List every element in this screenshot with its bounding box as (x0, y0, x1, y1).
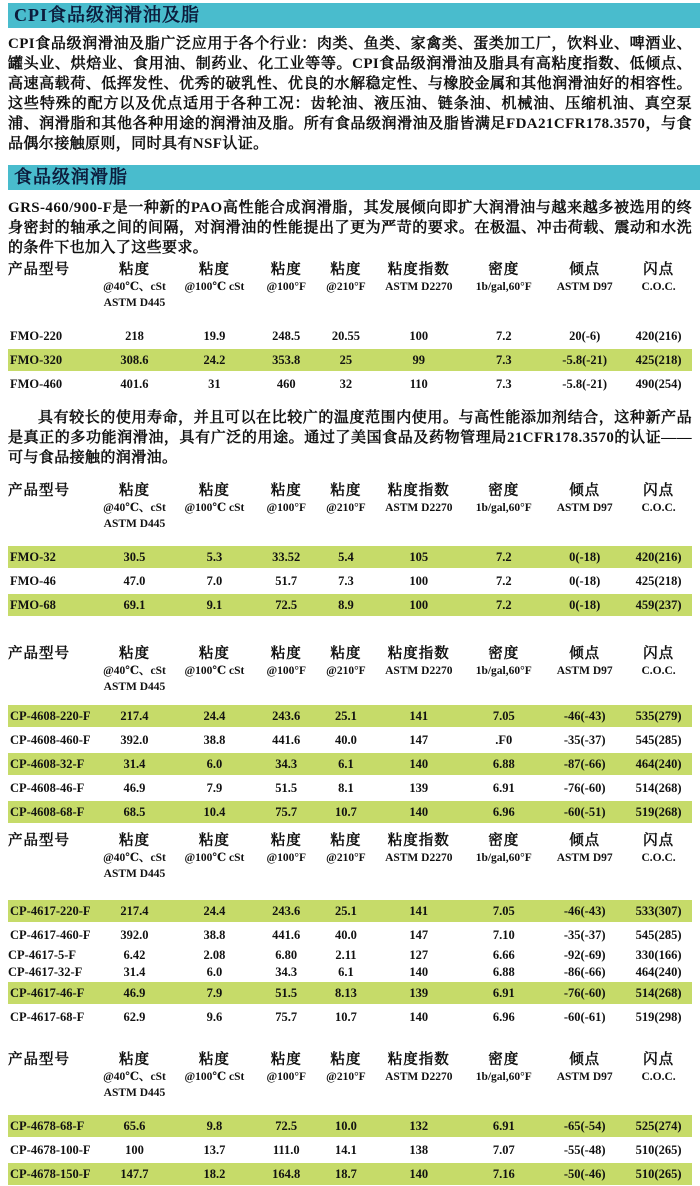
cell-value: 51.7 (255, 569, 318, 593)
cell-value: 7.0 (174, 569, 255, 593)
cell-value: 5.3 (174, 545, 255, 569)
cell-value: 40.0 (318, 728, 375, 752)
column-header: 密度 1b/gal,60°F (475, 1052, 532, 1083)
header-row (8, 645, 692, 704)
cell-value: 7.2 (463, 593, 544, 617)
cell-value: 7.07 (463, 1138, 544, 1162)
cell-model: FMO-68 (8, 593, 95, 617)
cell-value: 127 (374, 947, 463, 964)
cell-value: 7.9 (174, 776, 255, 800)
table-row (8, 981, 692, 1005)
cell-value: -86(-66) (544, 964, 625, 981)
table-row (8, 776, 692, 800)
cell-value: 6.1 (318, 964, 375, 981)
cell-value: 65.6 (95, 1114, 174, 1138)
cell-value: 140 (374, 1005, 463, 1029)
cell-value: 6.42 (95, 947, 174, 964)
section-title-grease: 食品级润滑脂 (14, 167, 128, 187)
column-header: 粘度指数 ASTM D2270 (385, 646, 453, 677)
cell-value: -50(-46) (544, 1162, 625, 1186)
cell-value: 132 (374, 1114, 463, 1138)
cell-value: 140 (374, 800, 463, 824)
spec-table-fmo-heavy (8, 261, 692, 396)
mid-paragraph: 具有较长的使用寿命，并且可以在比较广的温度范围内使用。与高性能添加剂结合，这种新产品是真正的多功能润滑油，具有广泛的用途。通过了美国食品及药物管理局21CFR178.3570的认证——可与食品接触的润滑油。 (8, 410, 692, 466)
cell-value: 330(166) (625, 947, 692, 964)
cell-value: 7.05 (463, 704, 544, 728)
cell-value: -5.8(-21) (544, 348, 625, 372)
column-header: 粘度 @100°F (266, 483, 307, 514)
cell-value: 514(268) (625, 776, 692, 800)
cell-value: 0(-18) (544, 545, 625, 569)
cell-value: 6.66 (463, 947, 544, 964)
column-header: 闪点 C.O.C. (641, 646, 676, 677)
table-row (8, 348, 692, 372)
table-row (8, 728, 692, 752)
table-row (8, 752, 692, 776)
column-header: 粘度 @210°F (326, 483, 366, 514)
cell-value: 6.88 (463, 752, 544, 776)
cell-value: 217.4 (95, 899, 174, 923)
table-row (8, 1138, 692, 1162)
section-title-bar-oils (8, 3, 700, 28)
table-row (8, 545, 692, 569)
spec-table-fmo-light (8, 482, 692, 617)
cell-value: 100 (374, 569, 463, 593)
cell-value: 514(268) (625, 981, 692, 1005)
cell-value: 8.1 (318, 776, 375, 800)
spec-table-cp-4678 (8, 1051, 692, 1186)
section-title-oils: CPI食品级润滑油及脂 (14, 5, 200, 25)
cell-value: 243.6 (255, 704, 318, 728)
cell-value: 392.0 (95, 923, 174, 947)
cell-model: CP-4617-46-F (8, 981, 95, 1005)
column-header: 产品型号 (8, 262, 70, 278)
cell-value: 7.2 (463, 569, 544, 593)
cell-value: 33.52 (255, 545, 318, 569)
cell-value: 72.5 (255, 593, 318, 617)
spec-table-cp-4617 (8, 832, 692, 1029)
table-row (8, 1162, 692, 1186)
cell-model: CP-4608-460-F (8, 728, 95, 752)
table-row (8, 964, 692, 981)
column-header: 倾点 ASTM D97 (556, 262, 613, 293)
cell-model: CP-4608-32-F (8, 752, 95, 776)
cell-value: 47.0 (95, 569, 174, 593)
cell-value: 99 (374, 348, 463, 372)
column-header: 粘度 @100°F (266, 646, 307, 677)
cell-value: 110 (374, 372, 463, 396)
cell-model: FMO-220 (8, 324, 95, 348)
header-row (8, 482, 692, 545)
column-header: 粘度 @40℃、cSt ASTM D445 (103, 833, 166, 880)
cell-value: -76(-60) (544, 981, 625, 1005)
cell-value: 308.6 (95, 348, 174, 372)
cell-value: 147 (374, 728, 463, 752)
column-header: 闪点 C.O.C. (641, 262, 676, 293)
cell-model: CP-4617-32-F (8, 964, 95, 981)
cell-value: 0(-18) (544, 593, 625, 617)
cell-value: 2.08 (174, 947, 255, 964)
spec-table-cp-4608 (8, 645, 692, 824)
column-header: 密度 1b/gal,60°F (475, 262, 532, 293)
cell-value: -60(-51) (544, 800, 625, 824)
cell-value: -35(-37) (544, 923, 625, 947)
cell-value: 51.5 (255, 776, 318, 800)
column-header: 粘度 @210°F (326, 262, 366, 293)
column-header: 粘度 @100℃ cSt (184, 262, 245, 293)
cell-value: 464(240) (625, 752, 692, 776)
cell-value: -5.8(-21) (544, 372, 625, 396)
cell-value: 8.13 (318, 981, 375, 1005)
cell-value: 140 (374, 1162, 463, 1186)
column-header: 闪点 C.O.C. (641, 833, 676, 864)
column-header: 粘度 @100°F (266, 262, 307, 293)
cell-model: CP-4617-68-F (8, 1005, 95, 1029)
cell-value: 105 (374, 545, 463, 569)
column-header: 粘度 @210°F (326, 833, 366, 864)
table-row (8, 800, 692, 824)
cell-value: 25.1 (318, 899, 375, 923)
column-header: 粘度 @100℃ cSt (184, 483, 245, 514)
cell-value: -35(-37) (544, 728, 625, 752)
cell-value: 13.7 (174, 1138, 255, 1162)
cell-value: 510(265) (625, 1162, 692, 1186)
cell-value: .F0 (463, 728, 544, 752)
cell-value: 69.1 (95, 593, 174, 617)
table-row (8, 372, 692, 396)
cell-value: 111.0 (255, 1138, 318, 1162)
cell-value: 425(218) (625, 569, 692, 593)
cell-value: -65(-54) (544, 1114, 625, 1138)
cell-value: 24.4 (174, 704, 255, 728)
cell-value: 10.7 (318, 1005, 375, 1029)
cell-value: 441.6 (255, 923, 318, 947)
cell-value: 243.6 (255, 899, 318, 923)
cell-value: 40.0 (318, 923, 375, 947)
table-row (8, 1114, 692, 1138)
header-row (8, 832, 692, 899)
cell-value: 7.05 (463, 899, 544, 923)
column-header: 粘度指数 ASTM D2270 (385, 262, 453, 293)
cell-model: CP-4608-220-F (8, 704, 95, 728)
header-row (8, 261, 692, 324)
cell-model: FMO-32 (8, 545, 95, 569)
cell-value: 7.3 (463, 348, 544, 372)
cell-value: 6.80 (255, 947, 318, 964)
column-header: 密度 1b/gal,60°F (475, 483, 532, 514)
cell-value: 68.5 (95, 800, 174, 824)
column-header: 产品型号 (8, 833, 70, 849)
cell-value: 510(265) (625, 1138, 692, 1162)
cell-value: 18.7 (318, 1162, 375, 1186)
cell-value: 2.11 (318, 947, 375, 964)
column-header: 产品型号 (8, 646, 70, 662)
cell-value: 46.9 (95, 776, 174, 800)
cell-value: 7.2 (463, 545, 544, 569)
column-header: 粘度 @40℃、cSt ASTM D445 (103, 483, 166, 530)
cell-value: 25 (318, 348, 375, 372)
spec-table-cp-4678 (8, 1051, 692, 1186)
cell-value: 460 (255, 372, 318, 396)
cell-value: 519(298) (625, 1005, 692, 1029)
cell-value: -87(-66) (544, 752, 625, 776)
cell-value: 140 (374, 964, 463, 981)
cell-value: -55(-48) (544, 1138, 625, 1162)
cell-value: -60(-61) (544, 1005, 625, 1029)
cell-value: 5.4 (318, 545, 375, 569)
cell-value: -92(-69) (544, 947, 625, 964)
oils-intro-paragraph: CPI食品级润滑油及脂广泛应用于各个行业：肉类、鱼类、家禽类、蛋类加工厂，饮料业、啤酒业、罐头业、烘焙业、食用油、制药业、化工业等等。CPI食品级润滑油及脂具有高粘度指数、低倾点、高速高载荷、低挥发性、优秀的破乳性、优良的水解稳定性、与橡胶金属和其他润滑油好的相容性。这些特殊的配方以及优点适用于各种工况：齿轮油、液压油、链条油、机械油、压缩机油、真空泵浦、润滑脂和其他各种用途的润滑油及脂。所有食品级润滑油及脂皆满足FDA21CFR178.3570，与食品偶尔接触原则，同时具有NSF认证。 (8, 36, 692, 152)
cell-value: 441.6 (255, 728, 318, 752)
cell-value: -46(-43) (544, 704, 625, 728)
cell-model: CP-4678-100-F (8, 1138, 95, 1162)
cell-value: 31.4 (95, 964, 174, 981)
cell-value: 46.9 (95, 981, 174, 1005)
cell-value: 420(216) (625, 545, 692, 569)
cell-value: 6.91 (463, 1114, 544, 1138)
cell-value: 100 (95, 1138, 174, 1162)
section-title-bar-grease (8, 165, 700, 190)
column-header: 倾点 ASTM D97 (556, 833, 613, 864)
cell-value: 138 (374, 1138, 463, 1162)
cell-value: 392.0 (95, 728, 174, 752)
cell-model: CP-4617-220-F (8, 899, 95, 923)
cell-value: 217.4 (95, 704, 174, 728)
cell-value: 75.7 (255, 1005, 318, 1029)
cell-model: CP-4608-68-F (8, 800, 95, 824)
column-header: 产品型号 (8, 483, 70, 499)
table-row (8, 1005, 692, 1029)
cell-value: 6.1 (318, 752, 375, 776)
cell-value: 38.8 (174, 728, 255, 752)
cell-value: 6.91 (463, 981, 544, 1005)
column-header: 倾点 ASTM D97 (556, 483, 613, 514)
cell-value: 6.0 (174, 964, 255, 981)
cell-value: 164.8 (255, 1162, 318, 1186)
cell-value: 9.8 (174, 1114, 255, 1138)
cell-value: 533(307) (625, 899, 692, 923)
column-header: 产品型号 (8, 1052, 70, 1068)
cell-value: 545(285) (625, 923, 692, 947)
cell-value: 535(279) (625, 704, 692, 728)
cell-value: 75.7 (255, 800, 318, 824)
cell-value: 34.3 (255, 964, 318, 981)
cell-value: 14.1 (318, 1138, 375, 1162)
spec-table-cp-4617 (8, 832, 692, 1029)
spec-table-fmo-heavy (8, 261, 692, 396)
grease-intro-paragraph: GRS-460/900-F是一种新的PAO高性能合成润滑脂，其发展倾向即扩大润滑油与越来越多被选用的终身密封的轴承之间的间隔，对润滑油的性能提出了更为严苛的要求。在极温、冲击荷载、震动和水洗的条件下也加入了这些要求。 (8, 200, 692, 256)
table-row (8, 704, 692, 728)
cell-model: FMO-460 (8, 372, 95, 396)
cell-value: 100 (374, 593, 463, 617)
column-header: 粘度指数 ASTM D2270 (385, 833, 453, 864)
cell-value: 7.2 (463, 324, 544, 348)
cell-model: CP-4617-5-F (8, 947, 95, 964)
column-header: 密度 1b/gal,60°F (475, 833, 532, 864)
cell-value: 141 (374, 704, 463, 728)
cell-value: 6.96 (463, 800, 544, 824)
cell-value: 353.8 (255, 348, 318, 372)
cell-value: 0(-18) (544, 569, 625, 593)
cell-value: 6.91 (463, 776, 544, 800)
cell-value: 248.5 (255, 324, 318, 348)
cell-value: 72.5 (255, 1114, 318, 1138)
cell-value: 100 (374, 324, 463, 348)
column-header: 粘度指数 ASTM D2270 (385, 1052, 453, 1083)
column-header: 粘度 @100℃ cSt (184, 833, 245, 864)
cell-value: 147.7 (95, 1162, 174, 1186)
column-header: 粘度 @210°F (326, 646, 366, 677)
cell-value: 31 (174, 372, 255, 396)
column-header: 粘度 @40℃、cSt ASTM D445 (103, 646, 166, 693)
cell-value: 38.8 (174, 923, 255, 947)
cell-value: 62.9 (95, 1005, 174, 1029)
cell-value: 420(216) (625, 324, 692, 348)
cell-value: 519(268) (625, 800, 692, 824)
cell-model: CP-4678-68-F (8, 1114, 95, 1138)
cell-value: 139 (374, 981, 463, 1005)
table-row (8, 947, 692, 964)
spec-table-fmo-light (8, 482, 692, 617)
cell-model: FMO-46 (8, 569, 95, 593)
cell-value: 147 (374, 923, 463, 947)
cell-value: 464(240) (625, 964, 692, 981)
cell-model: CP-4678-150-F (8, 1162, 95, 1186)
cell-value: 10.0 (318, 1114, 375, 1138)
cell-value: 51.5 (255, 981, 318, 1005)
cell-value: 459(237) (625, 593, 692, 617)
cell-model: CP-4608-46-F (8, 776, 95, 800)
column-header: 粘度 @40℃、cSt ASTM D445 (103, 262, 166, 309)
column-header: 粘度 @100°F (266, 1052, 307, 1083)
table-row (8, 923, 692, 947)
cell-value: 10.4 (174, 800, 255, 824)
column-header: 闪点 C.O.C. (641, 1052, 676, 1083)
cell-value: 24.2 (174, 348, 255, 372)
column-header: 倾点 ASTM D97 (556, 646, 613, 677)
cell-value: -76(-60) (544, 776, 625, 800)
cell-value: 525(274) (625, 1114, 692, 1138)
column-header: 粘度 @100℃ cSt (184, 646, 245, 677)
cell-value: 7.16 (463, 1162, 544, 1186)
cell-value: 218 (95, 324, 174, 348)
cell-value: 7.9 (174, 981, 255, 1005)
cell-value: 7.3 (318, 569, 375, 593)
cell-value: 30.5 (95, 545, 174, 569)
cell-value: 9.6 (174, 1005, 255, 1029)
cell-value: 6.96 (463, 1005, 544, 1029)
column-header: 粘度 @210°F (326, 1052, 366, 1083)
table-row (8, 324, 692, 348)
column-header: 密度 1b/gal,60°F (475, 646, 532, 677)
header-row (8, 1051, 692, 1114)
cell-value: 19.9 (174, 324, 255, 348)
cell-value: 32 (318, 372, 375, 396)
cell-value: 7.10 (463, 923, 544, 947)
cell-value: 18.2 (174, 1162, 255, 1186)
cell-value: 141 (374, 899, 463, 923)
cell-value: 31.4 (95, 752, 174, 776)
cell-value: 20.55 (318, 324, 375, 348)
cell-value: 490(254) (625, 372, 692, 396)
cell-value: 425(218) (625, 348, 692, 372)
column-header: 粘度指数 ASTM D2270 (385, 483, 453, 514)
table-row (8, 593, 692, 617)
cell-value: 7.3 (463, 372, 544, 396)
cell-model: CP-4617-460-F (8, 923, 95, 947)
cell-value: 8.9 (318, 593, 375, 617)
spec-table-cp-4608 (8, 645, 692, 824)
cell-value: 34.3 (255, 752, 318, 776)
cell-value: 6.0 (174, 752, 255, 776)
column-header: 粘度 @40℃、cSt ASTM D445 (103, 1052, 166, 1099)
cell-value: 25.1 (318, 704, 375, 728)
column-header: 闪点 C.O.C. (641, 483, 676, 514)
column-header: 粘度 @100°F (266, 833, 307, 864)
cell-value: 401.6 (95, 372, 174, 396)
cell-value: 6.88 (463, 964, 544, 981)
column-header: 倾点 ASTM D97 (556, 1052, 613, 1083)
cell-value: 20(-6) (544, 324, 625, 348)
cell-value: 140 (374, 752, 463, 776)
column-header: 粘度 @100℃ cSt (184, 1052, 245, 1083)
cell-value: 139 (374, 776, 463, 800)
cell-value: 24.4 (174, 899, 255, 923)
cell-value: 10.7 (318, 800, 375, 824)
table-row (8, 899, 692, 923)
table-row (8, 569, 692, 593)
cell-value: 545(285) (625, 728, 692, 752)
cell-value: 9.1 (174, 593, 255, 617)
cell-model: FMO-320 (8, 348, 95, 372)
cell-value: -46(-43) (544, 899, 625, 923)
